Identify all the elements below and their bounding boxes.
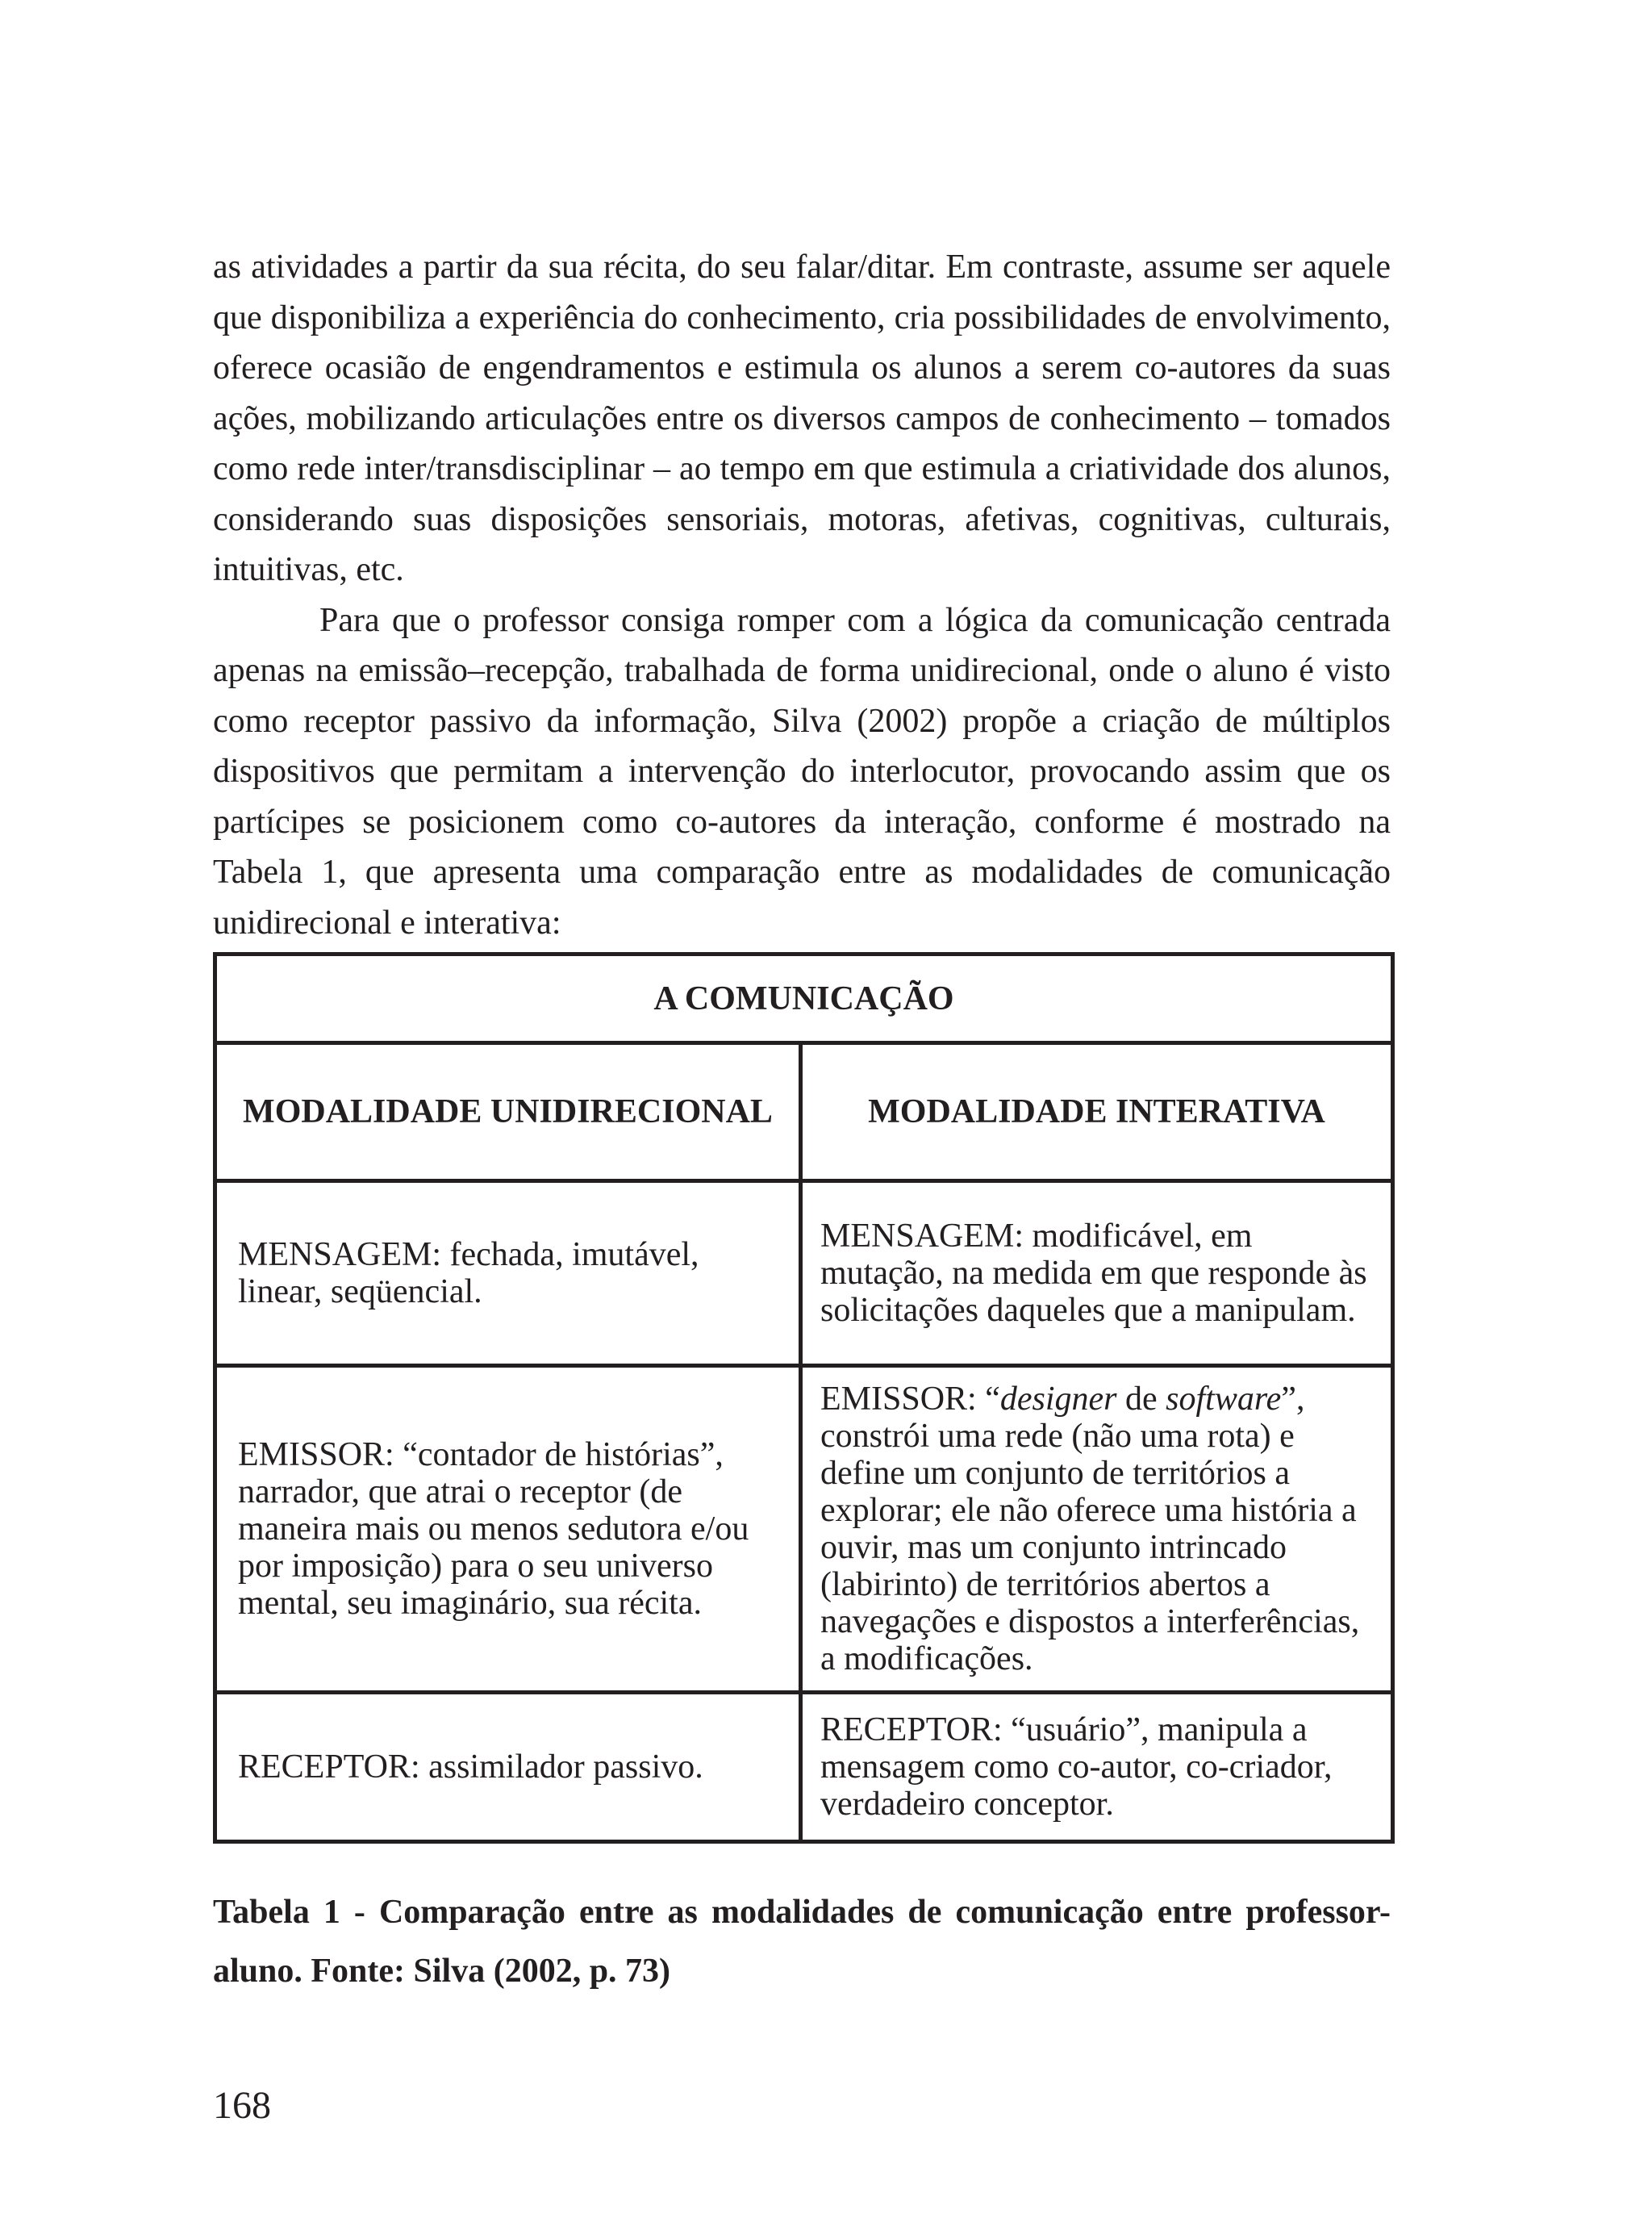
table-row xyxy=(215,1693,1393,1842)
emitter-text-start: EMISSOR: “ xyxy=(820,1381,1000,1418)
header-interactive: MODALIDADE INTERATIVA xyxy=(801,1043,1393,1181)
comparison-table xyxy=(213,952,1395,1844)
paragraph-2: Para que o professor consiga romper com a lógica da comunicação centrada apenas na emissão–recepção, trabalhada de forma unidirecional, onde o aluno é visto como receptor passivo da informação, Silva (2002) propõe a criação de múltiplos dispositivos que permitam a intervenção do interlocutor, provocando assim que os partícipes se posicionem como co-autores da interação, conforme é mostrado na Tabela 1, que apresenta uma comparação entre as modalidades de comunicação unidirecional e interativa: xyxy=(213,601,1391,942)
emitter-term-designer: designer xyxy=(999,1381,1117,1418)
cell-receiver-interactive: RECEPTOR: “usuário”, manipula a mensagem como co-autor, co-criador, verdadeiro conceptor. xyxy=(801,1693,1393,1842)
page-number: 168 xyxy=(213,2084,271,2127)
paragraph-1: as atividades a partir da sua récita, do seu falar/ditar. Em contraste, assume ser aquele que disponibiliza a experiência do conhecimento, cria possibilidades de envolvimento, oferece ocasião de engendramentos e estimula os alunos a serem co-autores da suas ações, mobilizando articulações entre os diversos campos de conhecimento – tomados como rede inter/transdisciplinar – ao tempo em que estimula a criatividade dos alunos, considerando suas disposições sensoriais, motoras, afetivas, cognitivas, culturais, intuitivas, etc. xyxy=(213,249,1391,588)
table-caption: Tabela 1 - Comparação entre as modalidades de comunicação entre professor-aluno. Fonte: Silva (2002, p. 73) xyxy=(213,1894,1391,1990)
emitter-term-software: software xyxy=(1166,1381,1282,1418)
table-title: A COMUNICAÇÃO xyxy=(215,954,1393,1043)
emitter-text-rest: ”, constrói uma rede (não uma rota) e define um conjunto de territórios a explorar; ele não oferece uma história a ouvir, mas um conjunto intrincado (labirinto) de territórios abertos a navegações e dispostos a interferências, a modificações. xyxy=(820,1381,1360,1677)
body-text xyxy=(213,242,1391,948)
cell-receiver-unidirectional: RECEPTOR: assimilador passivo. xyxy=(215,1693,801,1842)
cell-message-interactive: MENSAGEM: modificável, em mutação, na medida em que responde às solicitações daqueles que a manipulam. xyxy=(801,1181,1393,1366)
cell-emitter-unidirectional: EMISSOR: “contador de histórias”, narrador, que atrai o receptor (de maneira mais ou menos sedutora e/ou por imposição) para o seu universo mental, seu imaginário, sua récita. xyxy=(215,1366,801,1693)
cell-message-unidirectional: MENSAGEM: fechada, imutável, linear, seqüencial. xyxy=(215,1181,801,1366)
table-row xyxy=(215,1181,1393,1366)
table-row xyxy=(215,1366,1393,1693)
header-unidirectional: MODALIDADE UNIDIRECIONAL xyxy=(215,1043,801,1181)
cell-emitter-interactive xyxy=(801,1366,1393,1693)
emitter-text-de: de xyxy=(1116,1381,1166,1418)
